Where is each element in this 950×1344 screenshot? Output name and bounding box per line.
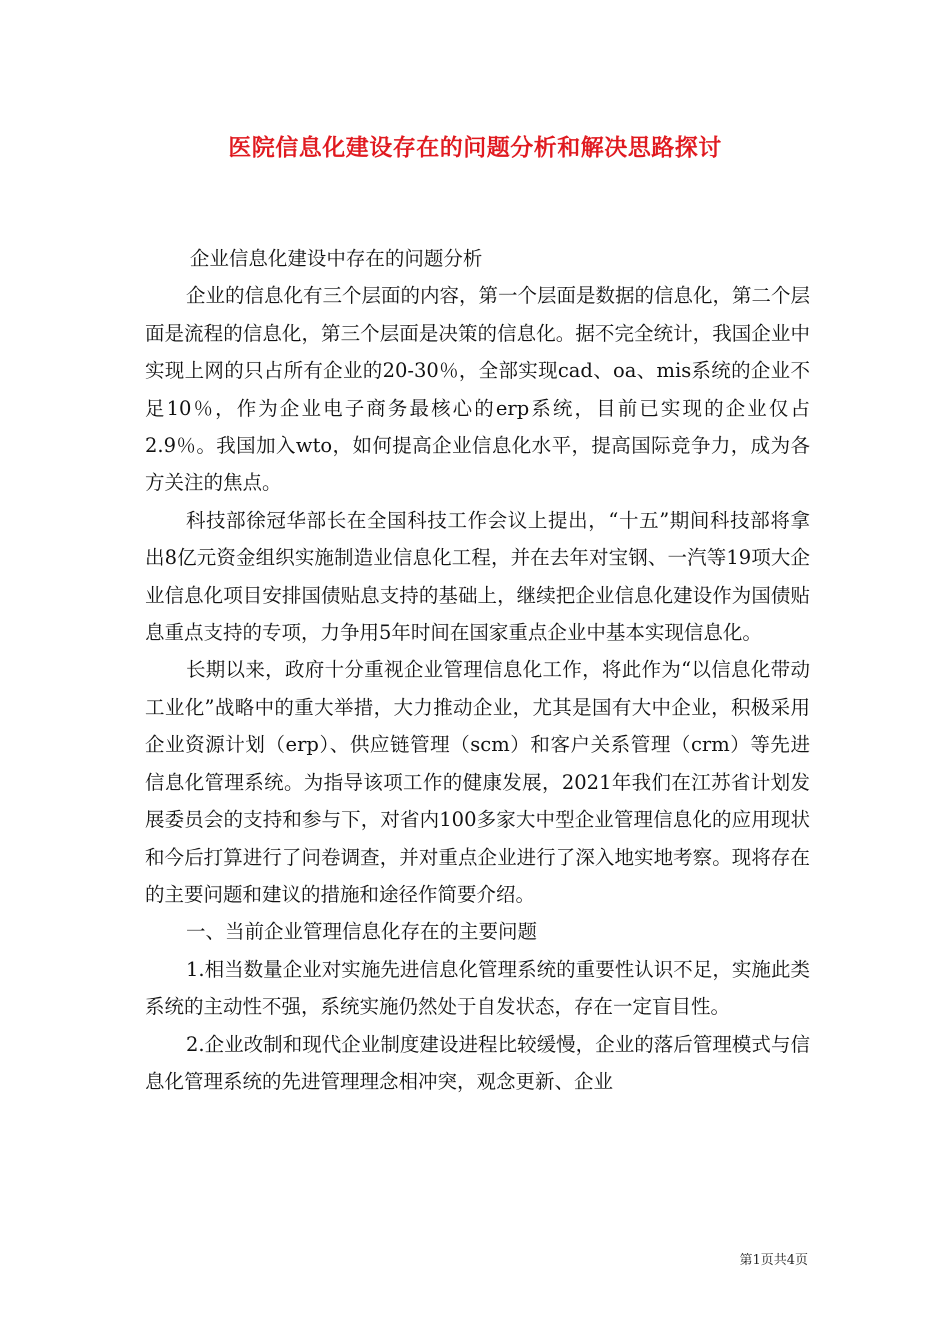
subheading: 一、当前企业管理信息化存在的主要问题 xyxy=(185,920,537,944)
paragraph-2: 科技部徐冠华部长在全国科技工作会议上提出，“十五”期间科技部将拿出8亿元资金组织实施制造业信息化工程，并在去年对宝钢、一汽等19项大企业信息化项目安排国债贴息支持的基础上，继续把企业信息化建设作为国债贴息重点支持的专项，力争用5年时间在国家重点企业中基本实现信息化。 xyxy=(145,508,810,645)
list-item-1: 1.相当数量企业对实施先进信息化管理系统的重要性认识不足，实施此类系统的主动性不强，系统实施仍然处于自发状态，存在一定盲目性。 xyxy=(145,957,810,1019)
document-body xyxy=(145,240,810,1100)
paragraph-1: 企业的信息化有三个层面的内容，第一个层面是数据的信息化，第二个层面是流程的信息化，第三个层面是决策的信息化。据不完全统计，我国企业中实现上网的只占所有企业的20-30％，全部实现cad、oa、mis系统的企业不足10％，作为企业电子商务最核心的erp系统，目前已实现的企业仅占2.9％。我国加入wto，如何提高企业信息化水平，提高国际竞争力，成为各方关注的焦点。 xyxy=(145,284,810,495)
document-title: 医院信息化建设存在的问题分析和解决思路探讨 xyxy=(228,134,722,161)
page-number: 第1页共4页 xyxy=(739,1253,808,1268)
paragraph-3: 长期以来，政府十分重视企业管理信息化工作，将此作为“以信息化带动工业化”战略中的重大举措，大力推动企业，尤其是国有大中企业，积极采用企业资源计划（erp）、供应链管理（scm）和客户关系管理（crm）等先进信息化管理系统。为指导该项工作的健康发展，2021年我们在江苏省计划发展委员会的支持和参与下，对省内100多家大中型企业管理信息化的应用现状和今后打算进行了问卷调查，并对重点企业进行了深入地实地考察。现将存在的主要问题和建议的措施和途径作简要介绍。 xyxy=(145,658,810,906)
section-heading: 企业信息化建设中存在的问题分析 xyxy=(189,247,483,270)
list-item-2: 2.企业改制和现代企业制度建设进程比较缓慢，企业的落后管理模式与信息化管理系统的先进管理理念相冲突，观念更新、企业 xyxy=(145,1032,810,1093)
